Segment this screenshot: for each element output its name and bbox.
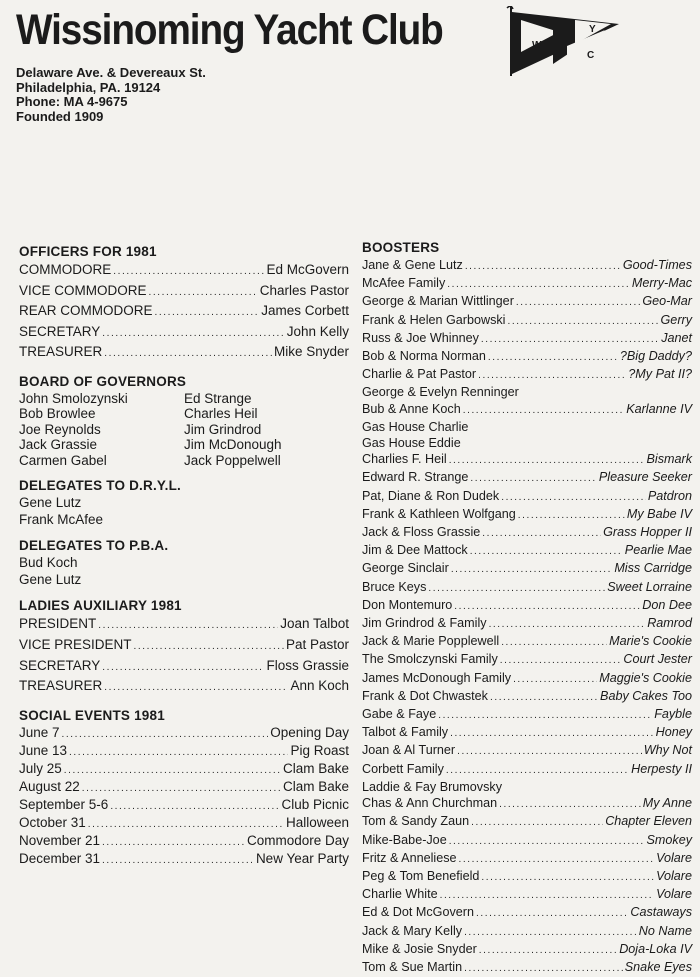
booster-row: Charlie White . . . Volare	[362, 886, 692, 904]
booster-row: The Smolczynski Family . . . Court Jester	[362, 651, 692, 669]
booster-row: Gas House Charlie	[362, 419, 469, 434]
list-item: Carmen Gabel	[19, 452, 107, 468]
booster-row: McAfee Family . . . Merry-Mac	[362, 275, 692, 293]
booster-row: Pat, Diane & Ron Dudek . . . Patdron	[362, 488, 692, 506]
ladies-section	[19, 598, 349, 697]
booster-row: Bob & Norma Norman . . . ?Big Daddy?	[362, 348, 692, 366]
booster-row: Laddie & Fay Brumovsky	[362, 779, 502, 794]
booster-row: Tom & Sue Martin . . . Snake Eyes	[362, 959, 692, 977]
list-item: Gene Lutz	[19, 495, 82, 511]
booster-row: Bruce Keys . . . Sweet Lorraine	[362, 579, 692, 597]
booster-row: Joan & Al Turner . . . Why Not	[362, 742, 692, 760]
club-address	[16, 66, 206, 124]
booster-row: James McDonough Family . . . Maggie's Cookie	[362, 670, 692, 688]
booster-row: George & Marian Wittlinger . . . Geo-Mar	[362, 293, 692, 311]
booster-row: Gas House Eddie	[362, 436, 461, 451]
booster-row: Jane & Gene Lutz . . . Good-Times	[362, 257, 692, 275]
booster-row: Tom & Sandy Zaun . . . Chapter Eleven	[362, 813, 692, 831]
booster-row: Corbett Family . . . Herpesty II	[362, 761, 692, 779]
list-item: Joe Reynolds	[19, 421, 101, 437]
list-item: John Smolozynski	[19, 390, 128, 406]
booster-row: Mike-Babe-Joe . . . Smokey	[362, 832, 692, 850]
dryl-title: DELEGATES TO D.R.Y.L.	[19, 478, 181, 494]
list-item: Jim Grindrod	[184, 421, 262, 437]
event-row: December 31 . . . New Year Party	[19, 851, 349, 869]
booster-row: Jim Grindrod & Family . . . Ramrod	[362, 615, 692, 633]
booster-row: Russ & Joe Whinney . . . Janet	[362, 330, 692, 348]
event-row: June 13 . . . Pig Roast	[19, 743, 349, 761]
officers-section	[19, 244, 349, 364]
social-title: SOCIAL EVENTS 1981	[19, 707, 165, 723]
officers-title: OFFICERS FOR 1981	[19, 244, 157, 259]
booster-row: Mike & Josie Snyder . . . Doja-Loka IV	[362, 941, 692, 959]
booster-row: Ed & Dot McGovern . . . Castaways	[362, 904, 692, 922]
boosters-title: BOOSTERS	[362, 240, 440, 255]
dryl-section	[19, 478, 349, 528]
event-row: September 5-6 . . . Club Picnic	[19, 797, 349, 815]
list-item: Jack Poppelwell	[184, 452, 281, 468]
booster-row: Frank & Dot Chwastek . . . Baby Cakes Too	[362, 688, 692, 706]
boosters-list	[362, 257, 692, 977]
booster-row: Charlies F. Heil . . . Bismark	[362, 451, 692, 469]
address-street: Delaware Ave. & Devereaux St.	[16, 65, 206, 80]
booster-row: Peg & Tom Benefield . . . Volare	[362, 868, 692, 886]
club-title: Wissinoming Yacht Club	[16, 6, 443, 54]
ladies-row: TREASURER . . . Ann Koch	[19, 677, 349, 698]
governors-section	[19, 374, 349, 469]
list-item: Ed Strange	[184, 390, 252, 406]
officer-row: VICE COMMODORE . . . Charles Pastor	[19, 282, 349, 303]
event-row: July 25 . . . Clam Bake	[19, 761, 349, 779]
booster-row: Frank & Helen Garbowski . . . Gerry	[362, 312, 692, 330]
burgee-flag-icon	[505, 6, 625, 78]
event-row: June 7 . . . Opening Day	[19, 725, 349, 743]
ladies-row: PRESIDENT . . . Joan Talbot	[19, 615, 349, 636]
list-item: Bob Browlee	[19, 406, 96, 422]
ladies-title: LADIES AUXILIARY 1981	[19, 598, 182, 614]
event-row: November 21 . . . Commodore Day	[19, 833, 349, 851]
booster-row: Gabe & Faye . . . Fayble	[362, 706, 692, 724]
ladies-row: SECRETARY . . . Floss Grassie	[19, 657, 349, 678]
pba-title: DELEGATES TO P.B.A.	[19, 538, 169, 554]
event-row: August 22 . . . Clam Bake	[19, 779, 349, 797]
burgee-letter-y: Y	[589, 24, 596, 35]
booster-row: George Sinclair . . . Miss Carridge	[362, 560, 692, 578]
booster-row: Jim & Dee Mattock . . . Pearlie Mae	[362, 542, 692, 560]
booster-row: Frank & Kathleen Wolfgang . . . My Babe IV	[362, 506, 692, 524]
booster-row: Don Montemuro . . . Don Dee	[362, 597, 692, 615]
event-row: October 31 . . . Halloween	[19, 815, 349, 833]
list-item: Gene Lutz	[19, 571, 82, 587]
ladies-row: VICE PRESIDENT . . . Pat Pastor	[19, 636, 349, 657]
governors-col-1	[19, 391, 184, 469]
booster-row: Bub & Anne Koch . . . Karlanne IV	[362, 401, 692, 419]
booster-row: Talbot & Family . . . Honey	[362, 724, 692, 742]
officer-row: COMMODORE . . . Ed McGovern	[19, 261, 349, 282]
address-founded: Founded 1909	[16, 108, 104, 124]
booster-row: George & Evelyn Renninger	[362, 385, 519, 400]
officer-row: SECRETARY . . . John Kelly	[19, 323, 349, 344]
booster-row: Charlie & Pat Pastor . . . ?My Pat II?	[362, 366, 692, 384]
social-section	[19, 708, 349, 869]
list-item: Jack Grassie	[19, 437, 98, 453]
pba-section	[19, 538, 349, 588]
booster-row: Jack & Mary Kelly . . . No Name	[362, 923, 692, 941]
booster-row: Jack & Floss Grassie . . . Grass Hopper II	[362, 524, 692, 542]
governors-col-2	[184, 391, 349, 469]
officer-row: TREASURER . . . Mike Snyder	[19, 343, 349, 364]
booster-row: Fritz & Anneliese . . . Volare	[362, 850, 692, 868]
left-column	[19, 244, 349, 879]
list-item: Jim McDonough	[184, 437, 282, 453]
booster-row: Edward R. Strange . . . Pleasure Seeker	[362, 469, 692, 487]
address-phone: Phone: MA 4-9675	[16, 94, 128, 109]
burgee-letter-c: C	[587, 50, 595, 61]
burgee-letter-w: W	[532, 40, 542, 51]
list-item: Bud Koch	[19, 555, 78, 571]
address-city: Philadelphia, PA. 19124	[16, 79, 161, 95]
right-column	[362, 240, 692, 977]
officer-row: REAR COMMODORE . . . James Corbett	[19, 302, 349, 323]
booster-row: Chas & Ann Churchman . . . My Anne	[362, 795, 692, 813]
governors-title: BOARD OF GOVERNORS	[19, 373, 187, 389]
booster-row: Jack & Marie Popplewell . . . Marie's Cookie	[362, 633, 692, 651]
list-item: Frank McAfee	[19, 511, 104, 527]
list-item: Charles Heil	[184, 406, 258, 422]
